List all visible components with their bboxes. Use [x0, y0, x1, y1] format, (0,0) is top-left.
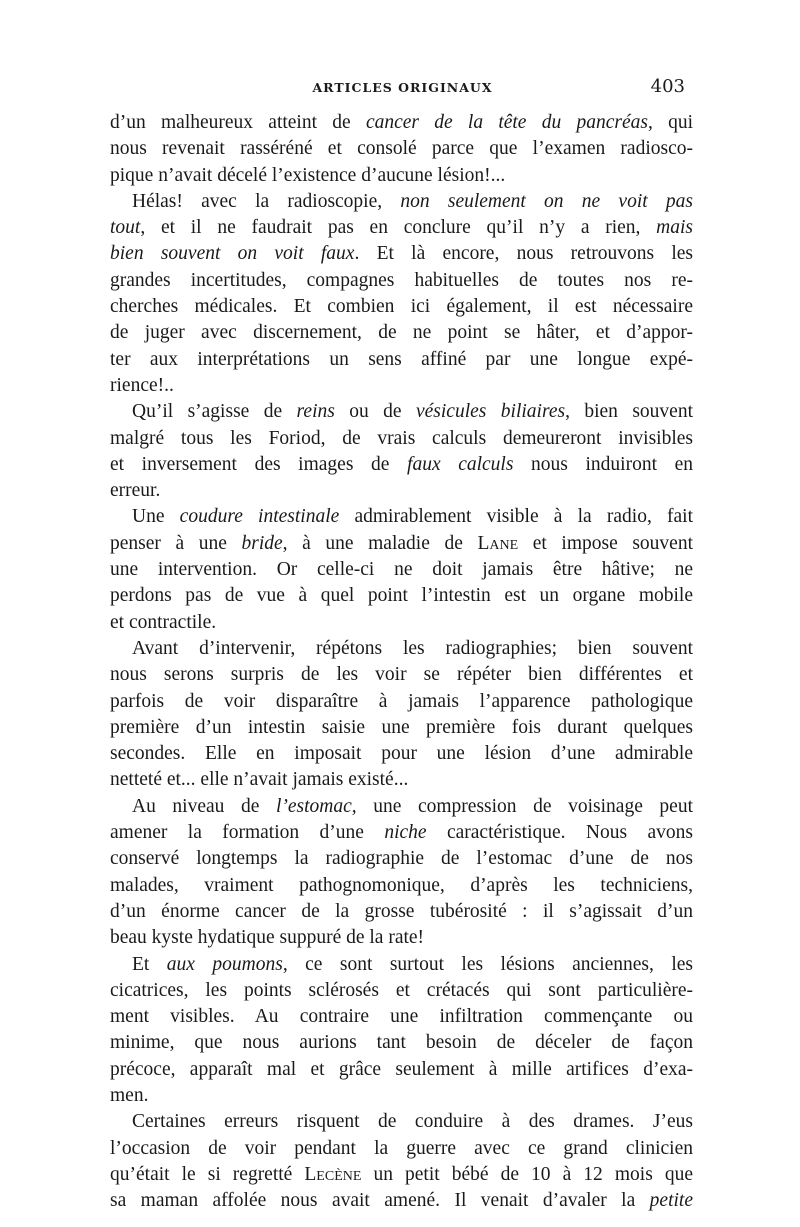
text-line	[110, 1136, 693, 1162]
text-run: Avant d’intervenir, répétons les radiographies; bien souvent	[132, 637, 693, 659]
text-line	[110, 241, 693, 267]
small-caps-name: Lane	[477, 532, 519, 554]
italic-text: niche	[384, 822, 427, 844]
text-run: perdons pas de vue à quel point l’intestin est un organe mobile	[110, 585, 693, 607]
article-body	[110, 110, 693, 1214]
text-line	[110, 1109, 693, 1135]
text-run: et impose souvent	[518, 532, 694, 554]
text-run: rience!..	[110, 374, 174, 396]
text-run: qu’était le si regretté	[110, 1163, 305, 1185]
text-run: ter aux interprétations un sens affiné par une longue expé-	[110, 348, 693, 370]
text-line	[110, 399, 693, 425]
text-run: Une	[132, 506, 180, 528]
text-line	[110, 583, 693, 609]
page-number: 403	[650, 76, 685, 97]
text-line	[110, 557, 693, 583]
running-head	[110, 74, 695, 102]
text-line	[110, 373, 693, 399]
text-run: penser à une	[110, 532, 242, 554]
text-line	[110, 899, 693, 925]
text-run: , et il ne faudrait pas en conclure qu’il n’y a rien,	[140, 217, 657, 239]
text-run: première d’un intestin saisie une première fois durant quelques	[110, 716, 693, 738]
text-line	[110, 215, 693, 241]
text-line	[110, 1057, 693, 1083]
text-run: grandes incertitudes, compagnes habituelles de toutes nos re-	[110, 269, 693, 291]
text-run: beau kyste hydatique suppuré de la rate!	[110, 927, 425, 949]
text-line	[110, 268, 693, 294]
italic-text: bride	[241, 532, 283, 554]
text-run: ou de	[334, 401, 416, 423]
text-line	[110, 978, 693, 1004]
paragraph	[110, 794, 693, 952]
text-line	[110, 189, 693, 215]
text-run: malgré tous les Foriod, de vrais calculs demeureront invisibles	[110, 427, 693, 449]
text-run: cherches médicales. Et combien ici également, il est nécessaire	[110, 296, 693, 318]
text-run: erreur.	[110, 480, 161, 502]
italic-text: non seulement on ne voit pas	[400, 190, 693, 212]
text-line	[110, 662, 693, 688]
paragraph	[110, 1109, 693, 1214]
text-run: cicatrices, les points sclérosés et crétacés qui sont particulière-	[110, 979, 693, 1001]
text-run: nous induiront en	[513, 453, 694, 475]
text-line	[110, 478, 693, 504]
text-line	[110, 715, 693, 741]
text-run: Au niveau de	[132, 795, 276, 817]
paragraph	[110, 399, 693, 504]
text-run: , bien souvent	[565, 401, 693, 423]
text-line	[110, 136, 693, 162]
text-run: Certaines erreurs risquent de conduire à des drames. J’eus	[132, 1111, 693, 1133]
text-line	[110, 952, 693, 978]
text-run: . Et là encore, nous retrouvons les	[354, 243, 693, 265]
text-run: pique n’avait décelé l’existence d’aucune lésion!...	[110, 164, 506, 186]
text-run: minime, que nous aurions tant besoin de déceler de façon	[110, 1032, 693, 1054]
italic-text: mais	[656, 217, 693, 239]
text-line	[110, 767, 693, 793]
paragraph	[110, 952, 693, 1110]
text-run: parfois de voir disparaître à jamais l’apparence pathologique	[110, 690, 693, 712]
text-line	[110, 1162, 693, 1188]
italic-text: vésicules biliaires	[415, 401, 566, 423]
text-line	[110, 925, 693, 951]
text-line	[110, 1083, 693, 1109]
text-line	[110, 163, 693, 189]
text-run: , qui	[647, 112, 693, 133]
text-run: caractéristique. Nous avons	[426, 822, 693, 844]
text-line	[110, 820, 693, 846]
paragraph	[110, 189, 693, 399]
text-run: l’occasion de voir pendant la guerre avec ce grand clinicien	[110, 1137, 693, 1159]
italic-text: petite	[649, 1190, 693, 1212]
text-line	[110, 452, 693, 478]
italic-text: cancer de la tête du pancréas	[365, 112, 648, 133]
text-run: malades, vraiment pathognomonique, d’après les techniciens,	[110, 874, 693, 896]
text-line	[110, 347, 693, 373]
text-run: Qu’il s’agisse de	[132, 401, 297, 423]
text-run: d’un malheureux atteint de	[110, 112, 366, 133]
text-run: d’un énorme cancer de la grosse tubérosité : il s’agissait d’un	[110, 900, 693, 922]
text-line	[110, 1030, 693, 1056]
running-title: ARTICLES ORIGINAUX	[312, 80, 493, 95]
paragraph	[110, 636, 693, 794]
text-line	[110, 294, 693, 320]
italic-text: reins	[296, 401, 335, 423]
text-line	[110, 636, 693, 662]
text-line	[110, 873, 693, 899]
text-line	[110, 1004, 693, 1030]
text-run: précoce, apparaît mal et grâce seulement à mille artifices d’exa-	[110, 1058, 693, 1080]
text-run: de juger avec discernement, de ne point se hâter, et d’appor-	[110, 322, 693, 344]
text-run: men.	[110, 1084, 149, 1106]
text-run: une intervention. Or celle-ci ne doit jamais être hâtive; ne	[110, 559, 693, 581]
text-run: un petit bébé de 10 à 12 mois que	[361, 1163, 693, 1185]
italic-text: l’estomac	[275, 795, 352, 817]
text-line	[110, 794, 693, 820]
text-line	[110, 689, 693, 715]
italic-text: faux calculs	[407, 453, 514, 475]
text-run: admirablement visible à la radio, fait	[339, 506, 693, 528]
text-line	[110, 426, 693, 452]
text-run: sa maman affolée nous avait amené. Il venait d’avaler la	[110, 1190, 650, 1212]
paragraph	[110, 110, 693, 189]
paragraph	[110, 504, 693, 635]
text-run: , à une maladie de	[282, 532, 478, 554]
text-run: et contractile.	[110, 611, 217, 633]
text-line	[110, 1188, 693, 1214]
text-line	[110, 504, 693, 530]
text-run: secondes. Elle en imposait pour une lésion d’une admirable	[110, 743, 693, 765]
italic-text: bien souvent on voit faux	[110, 243, 355, 265]
text-line	[110, 320, 693, 346]
text-run: Et	[132, 953, 167, 975]
text-line	[110, 741, 693, 767]
text-run: amener la formation d’une	[110, 822, 385, 844]
text-line	[110, 846, 693, 872]
text-run: Hélas! avec la radioscopie,	[132, 190, 401, 212]
text-run: conservé longtemps la radiographie de l’estomac d’une de nos	[110, 848, 693, 870]
text-run: et inversement des images de	[110, 453, 408, 475]
italic-text: coudure intestinale	[179, 506, 340, 528]
text-line	[110, 110, 693, 136]
text-line	[110, 610, 693, 636]
text-run: ment visibles. Au contraire une infiltration commençante ou	[110, 1006, 693, 1028]
italic-text: tout	[110, 217, 141, 239]
italic-text: aux poumons	[166, 953, 283, 975]
text-run: , ce sont surtout les lésions anciennes, les	[282, 953, 694, 975]
small-caps-name: Lecène	[304, 1163, 362, 1185]
text-run: nous serons surpris de les voir se répéter bien différentes et	[110, 664, 693, 686]
text-run: nous revenait rasséréné et consolé parce que l’examen radiosco-	[110, 138, 693, 160]
text-run: netteté et... elle n’avait jamais existé...	[110, 769, 409, 791]
text-run: , une compression de voisinage peut	[351, 795, 693, 817]
text-line	[110, 531, 693, 557]
